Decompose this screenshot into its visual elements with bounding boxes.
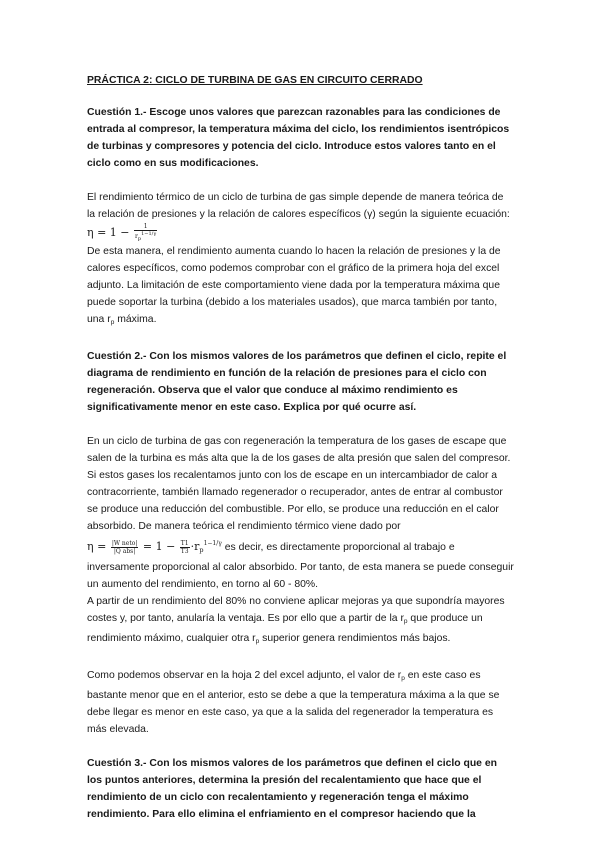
eq2-fraction-temperatures: $\frac{T1}{T3}$ <box>180 539 189 555</box>
answer-1-paragraph-1 <box>87 189 514 243</box>
question-1-text: Escoge unos valores que parezcan razonables para las condiciones de entrada al compresor, la temperatura máxima del ciclo, los rendimientos isentrópicos de turbinas y compresores y potencia del ciclo. Introduce estos valores tanto en el ciclo como en sus modificaciones. <box>87 107 510 169</box>
question-2-label: Cuestión 2.- <box>87 351 147 363</box>
page-title: PRÁCTICA 2: CICLO DE TURBINA DE GAS EN CIRCUITO CERRADO <box>87 75 423 86</box>
eq1-fraction <box>134 223 157 243</box>
eq2-fraction-work-heat: $\frac{\text{|W neto|}}{\text{|Q abs|}}$ <box>111 539 138 555</box>
answer-1-text: El rendimiento térmico de un ciclo de turbina de gas simple depende de manera teórica de la relación de presiones y la relación de calores específicos (γ) según la siguiente ecuación: <box>87 192 510 220</box>
answer-2-paragraph-1: En un ciclo de turbina de gas con regeneración la temperatura de los gases de escape que salen de la turbina es más alta que la de los gases de alta presión que salen del compresor. Si estos gases los recalentamos junto con los de escape en un intercambiador de calor a contracorriente, también llamado regenerador o recuperador, antes de entrar al combustor se produce una reducción del combustible. Por ello, se produce una reducción en el calor absorbido. De manera teórica el rendimiento térmico viene dado por η = $\frac{\text{|W neto|}}{\text{|Q abs|}}$ = 1 − $\frac{T1}{T3}$ $\cdot r_p^{1-1/\gamma}$ es decir, es directamente proporcional al trabajo e inversamente proporcional al calor absorbido. Por tanto, de esta manera se puede conseguir un aumento del rendimiento, en torno al 60 - 80%. <box>87 436 514 591</box>
question-1 <box>87 104 514 172</box>
equation-regeneration: η = $\frac{\text{|W neto|}}{\text{|Q abs|}}$ = 1 − $\frac{T1}{T3}$ $\cdot r_p^{1-1/\gamma}$ <box>87 539 222 555</box>
eq1-denominator: $r_p^{1-1/\gamma}$ <box>135 231 157 243</box>
question-3 <box>87 755 514 823</box>
equation-simple-cycle <box>87 223 158 243</box>
question-3-label: Cuestión 3.- <box>87 758 147 770</box>
question-2 <box>87 348 514 416</box>
question-3-text: Con los mismos valores de los parámetros que definen el ciclo que en los puntos anteriores, determina la presión del recalentamiento que hace que el rendimiento de un ciclo con recalentamiento y regeneración tenga el máximo rendimiento. Para ello elimina el enfriamiento en el compresor haciendo que la <box>87 758 497 821</box>
eq1-lhs: η = 1 − <box>87 226 134 240</box>
question-2-text: Con los mismos valores de los parámetros que definen el ciclo, repite el diagrama de rendimiento en función de la relación de presiones para el ciclo con regeneración. Observa que el valor que conduce al máximo rendimiento es significativamente menor en este caso. Explica por qué ocurre así. <box>87 351 507 414</box>
answer-2-paragraph-2: A partir de un rendimiento del 80% no conviene aplicar mejoras ya que supondría mayores costes y, por tanto, anularía la ventaja. Es por ello que a partir de la $r_p$ que produce un rendimiento máximo, cualquier otra $r_p$ superior genera rendimientos más bajos. <box>87 596 505 646</box>
question-1-label: Cuestión 1.- <box>87 107 147 118</box>
answer-2-paragraph-3: Como podemos observar en la hoja 2 del excel adjunto, el valor de $r_p$ en este caso es bastante menor que en el anterior, esto se debe a que la temperatura máxima a la que se debe llegar es menor en este caso, ya que a la salida del regenerador la temperatura es más elevada. <box>87 670 500 736</box>
answer-1-paragraph-2: De esta manera, el rendimiento aumenta cuando lo hacen la relación de presiones y la de calores específicos, como podemos comprobar con el gráfico de la primera hoja del excel adjunto. La limitación de este comportamiento viene dada por la temperatura máxima que puede soportar la turbina (debido a los materiales usados), que marca también por tanto, una $r_p$ máxima. <box>87 246 501 327</box>
eq1-numerator: 1 <box>134 223 157 231</box>
